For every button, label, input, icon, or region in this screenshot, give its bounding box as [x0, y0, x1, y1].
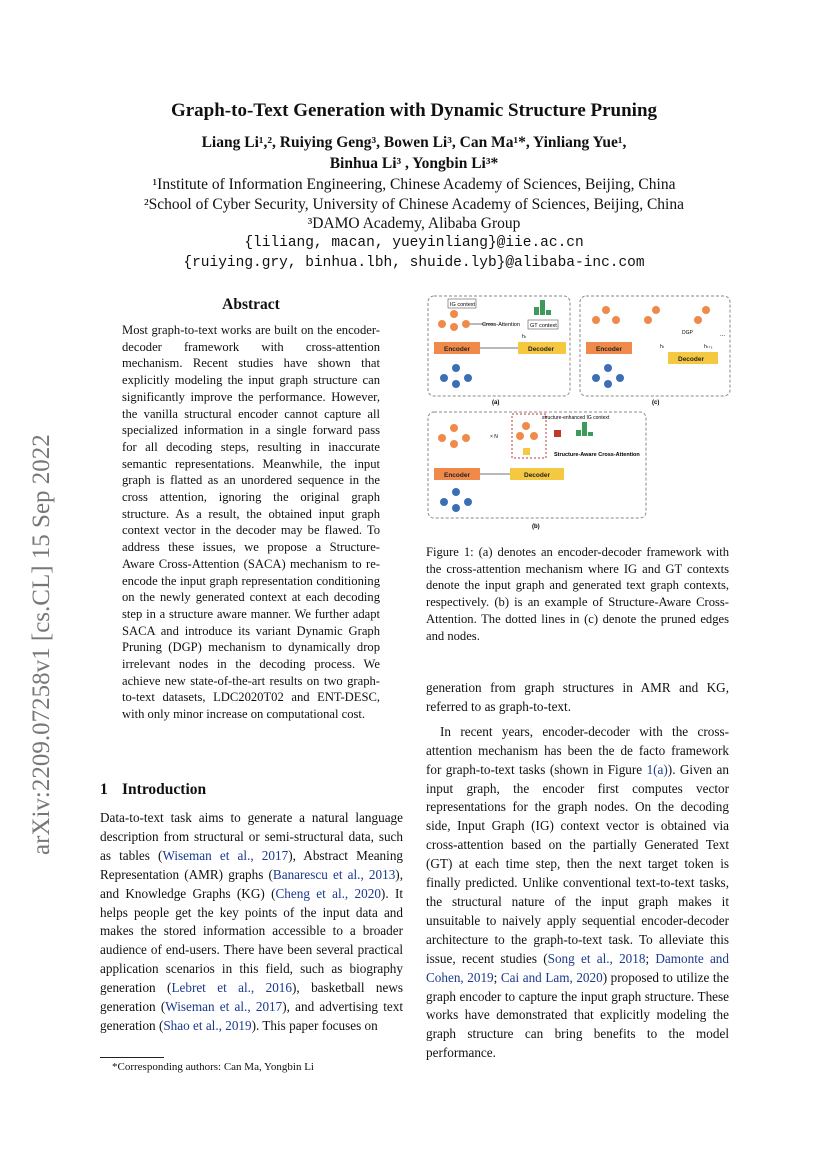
section-title: Introduction	[122, 781, 207, 798]
node-orange	[694, 316, 702, 324]
node-orange	[462, 320, 470, 328]
node-orange	[450, 323, 458, 331]
citation-link[interactable]: Song et al., 2018	[547, 950, 646, 966]
paragraph-continuation: generation from graph structures in AMR and KG, referred to as graph-to-text.	[426, 680, 729, 714]
citation-link[interactable]: Cai and Lam, 2020	[500, 969, 603, 985]
abstract-heading: Abstract	[222, 296, 280, 313]
node-orange	[462, 434, 470, 442]
text-run: ), Abstract Meaning Representation (AMR) graphs (	[100, 847, 404, 882]
section-number: 1	[100, 781, 108, 798]
context-square	[523, 448, 530, 455]
figure-1	[426, 292, 732, 532]
node-blue	[440, 498, 448, 506]
node-blue	[452, 364, 460, 372]
node-orange	[592, 316, 600, 324]
sec-ig-label: structure-enhanced IG context	[542, 415, 610, 421]
panel-a-label: (a)	[492, 400, 500, 406]
citation-link[interactable]: Wiseman et al., 2017	[162, 847, 289, 863]
node-blue	[452, 380, 460, 388]
node-orange	[702, 306, 710, 314]
intro-paragraph-1	[100, 809, 403, 1036]
text-run: ;	[493, 969, 501, 985]
text-run: ). It helps people get the key points of the input data and makes the stored information accessible to a broader audience of end-users. There have been several practical application scenarios in this field, such as biography generation (	[100, 885, 403, 996]
bar	[576, 430, 581, 436]
panel-b-frame	[428, 412, 646, 518]
decoder-label-c: Decoder	[678, 356, 705, 363]
node-blue	[452, 488, 460, 496]
cross-attention-label: Cross-Attention	[482, 322, 520, 328]
node-orange	[450, 424, 458, 432]
node-orange	[450, 440, 458, 448]
saca-label: Structure-Aware Cross-Attention	[554, 452, 640, 458]
node-orange	[602, 306, 610, 314]
figure-diagram	[426, 292, 732, 532]
paragraph-recent-years	[426, 723, 729, 1063]
encoder-label: Encoder	[444, 346, 471, 353]
node-blue	[604, 364, 612, 372]
citation-link[interactable]: Shao et al., 2019	[163, 1017, 252, 1033]
arxiv-id: arXiv:2209.07258v1 [cs.CL] 15 Sep 2022	[28, 434, 55, 855]
figure-caption: Figure 1: (a) denotes an encoder-decoder framework with the cross-attention mechanism where IG and GT contexts denote the input graph and generated text graph contexts, respectively. (b) is an example of Structure-Aware Cross-Attention. The dotted lines in (c) denote the pruned edges and nodes.	[426, 545, 729, 643]
node-blue	[616, 374, 624, 382]
footnote-rule	[100, 1057, 164, 1058]
text-run: ). This paper focuses on	[251, 1017, 378, 1033]
author-list	[0, 132, 828, 174]
authors-line-2: Binhua Li³ , Yongbin Li³*	[329, 155, 499, 172]
node-orange	[652, 306, 660, 314]
node-blue	[464, 498, 472, 506]
text-run: ), and advertising text generation (	[100, 999, 404, 1033]
text-run: ). Given an input graph, the encoder first computes vector representations for the graph nodes. On the decoding side, Input Graph (IG) context vector is obtained via cross-attention based on the partially Generated Text (GT) at each time step, then the next target token is finally predicted. Unlike conventional text-to-text tasks, the structural nature of the input graph makes it unsuitable to naively apply sequential encoder-decoder architecture to the graph-to-text task. To alleviate this issue, recent studies (	[426, 761, 729, 966]
citation-link[interactable]: Damonte and Cohen, 2019	[426, 950, 729, 985]
citation-link[interactable]: Wiseman et al., 2017	[165, 999, 283, 1015]
citation-link[interactable]: Banarescu et al., 2013	[272, 866, 396, 882]
bar	[534, 307, 539, 315]
author-emails	[0, 234, 828, 273]
text-run: ) proposed to utilize the graph encoder to capture the input graph structure. These works have demonstrated that explicitly modeling the graph structure can bring benefits to the model performance.	[426, 969, 729, 1061]
node-orange	[438, 320, 446, 328]
paper-title: Graph-to-Text Generation with Dynamic Structure Pruning	[170, 100, 658, 121]
decoder-label-b: Decoder	[524, 472, 551, 479]
footnote: *Corresponding authors: Can Ma, Yongbin Li	[112, 1061, 314, 1073]
node-blue	[604, 380, 612, 388]
affiliation-3: ³DAMO Academy, Alibaba Group	[307, 215, 521, 232]
node-blue	[452, 504, 460, 512]
citation-link[interactable]: Lebret et al., 2016	[171, 980, 292, 996]
bar	[582, 422, 587, 436]
text-run: In recent years, encoder-decoder with the cross-attention mechanism has been the de facto framework for graph-to-text tasks (shown in Figure	[426, 723, 729, 777]
panel-c-label: (c)	[652, 400, 660, 406]
affiliation-1: ¹Institute of Information Engineering, Chinese Academy of Sciences, Beijing, China	[152, 176, 676, 193]
ht-label: hₜ	[522, 334, 527, 340]
arxiv-stamp	[20, 365, 54, 855]
section-heading-introduction	[100, 781, 206, 799]
node-orange	[530, 432, 538, 440]
ellipsis-label: ...	[720, 332, 726, 338]
gt-context-label: GT context	[530, 323, 557, 329]
right-column-text	[426, 679, 729, 1063]
bar	[540, 300, 545, 315]
node-blue	[440, 374, 448, 382]
text-run: ), and Knowledge Graphs (KG) (	[100, 866, 403, 901]
decoder-label: Decoder	[528, 346, 555, 353]
node-orange	[522, 422, 530, 430]
abstract-body: Most graph-to-text works are built on the encoder-decoder framework with cross-attention mechanism. Recent studies have shown that explicitly modeling the input graph structure can significantly improve the performance. However, the vanilla structural encoder cannot capture all specialized information in a single forward pass for all decoding steps, resulting in inaccurate semantic representations. Meanwhile, the input graph is flatted as an unordered sequence in the cross attention, ignoring the original graph structure. As a result, the obtained input graph context vector in the decoder may be flawed. To address these issues, we propose a Structure-Aware Cross-Attention (SACA) mechanism to re-encode the input graph representation conditioning on the newly generated context at each decoding step in a structure aware manner. We further adapt SACA and introduce its variant Dynamic Graph Pruning (DGP) mechanism to dynamically drop irrelevant nodes in the decoding process. We achieve new state-of-the-art results on two graph-to-text datasets, LDC2020T02 and ENT-DESC, with only minor increase on computational cost.	[122, 323, 380, 722]
bar	[588, 432, 593, 436]
ht-label-c: hₜ	[660, 344, 665, 350]
citation-link[interactable]: Cheng et al., 2020	[275, 885, 381, 901]
text-run: ), basketball news generation (	[100, 980, 404, 1015]
node-orange	[644, 316, 652, 324]
node-orange	[450, 310, 458, 318]
node-blue	[592, 374, 600, 382]
node-blue	[464, 374, 472, 382]
citation-link[interactable]: 1(a)	[646, 761, 668, 777]
affiliation-2: ²School of Cyber Security, University of Chinese Academy of Sciences, Beijing, China	[143, 195, 684, 213]
node-orange	[612, 316, 620, 324]
text-run: ;	[645, 950, 656, 966]
encoder-label-c: Encoder	[596, 346, 623, 353]
authors-line-1: Liang Li¹,², Ruiying Geng³, Bowen Li³, Can Ma¹*, Yinliang Yue¹,	[201, 134, 627, 151]
affiliations	[0, 175, 828, 234]
node-orange	[438, 434, 446, 442]
bar	[546, 310, 551, 315]
encoder-label-b: Encoder	[444, 472, 471, 479]
dgp-label: DGP	[682, 330, 693, 336]
ht1-label-c: hₜ₊₁	[704, 344, 713, 350]
repeat-label: × N	[490, 434, 498, 440]
panel-b-label: (b)	[532, 524, 540, 530]
email-line-1: {liliang, macan, yueyinliang}@iie.ac.cn	[244, 235, 584, 251]
email-line-2: {ruiying.gry, binhua.lbh, shuide.lyb}@alibaba-inc.com	[183, 254, 645, 271]
output-square	[554, 430, 561, 437]
node-orange	[516, 432, 524, 440]
text-run: Data-to-text task aims to generate a natural language description from structural or semi-structural data, such as tables (	[100, 810, 403, 863]
ig-context-label: IG context	[450, 302, 476, 308]
